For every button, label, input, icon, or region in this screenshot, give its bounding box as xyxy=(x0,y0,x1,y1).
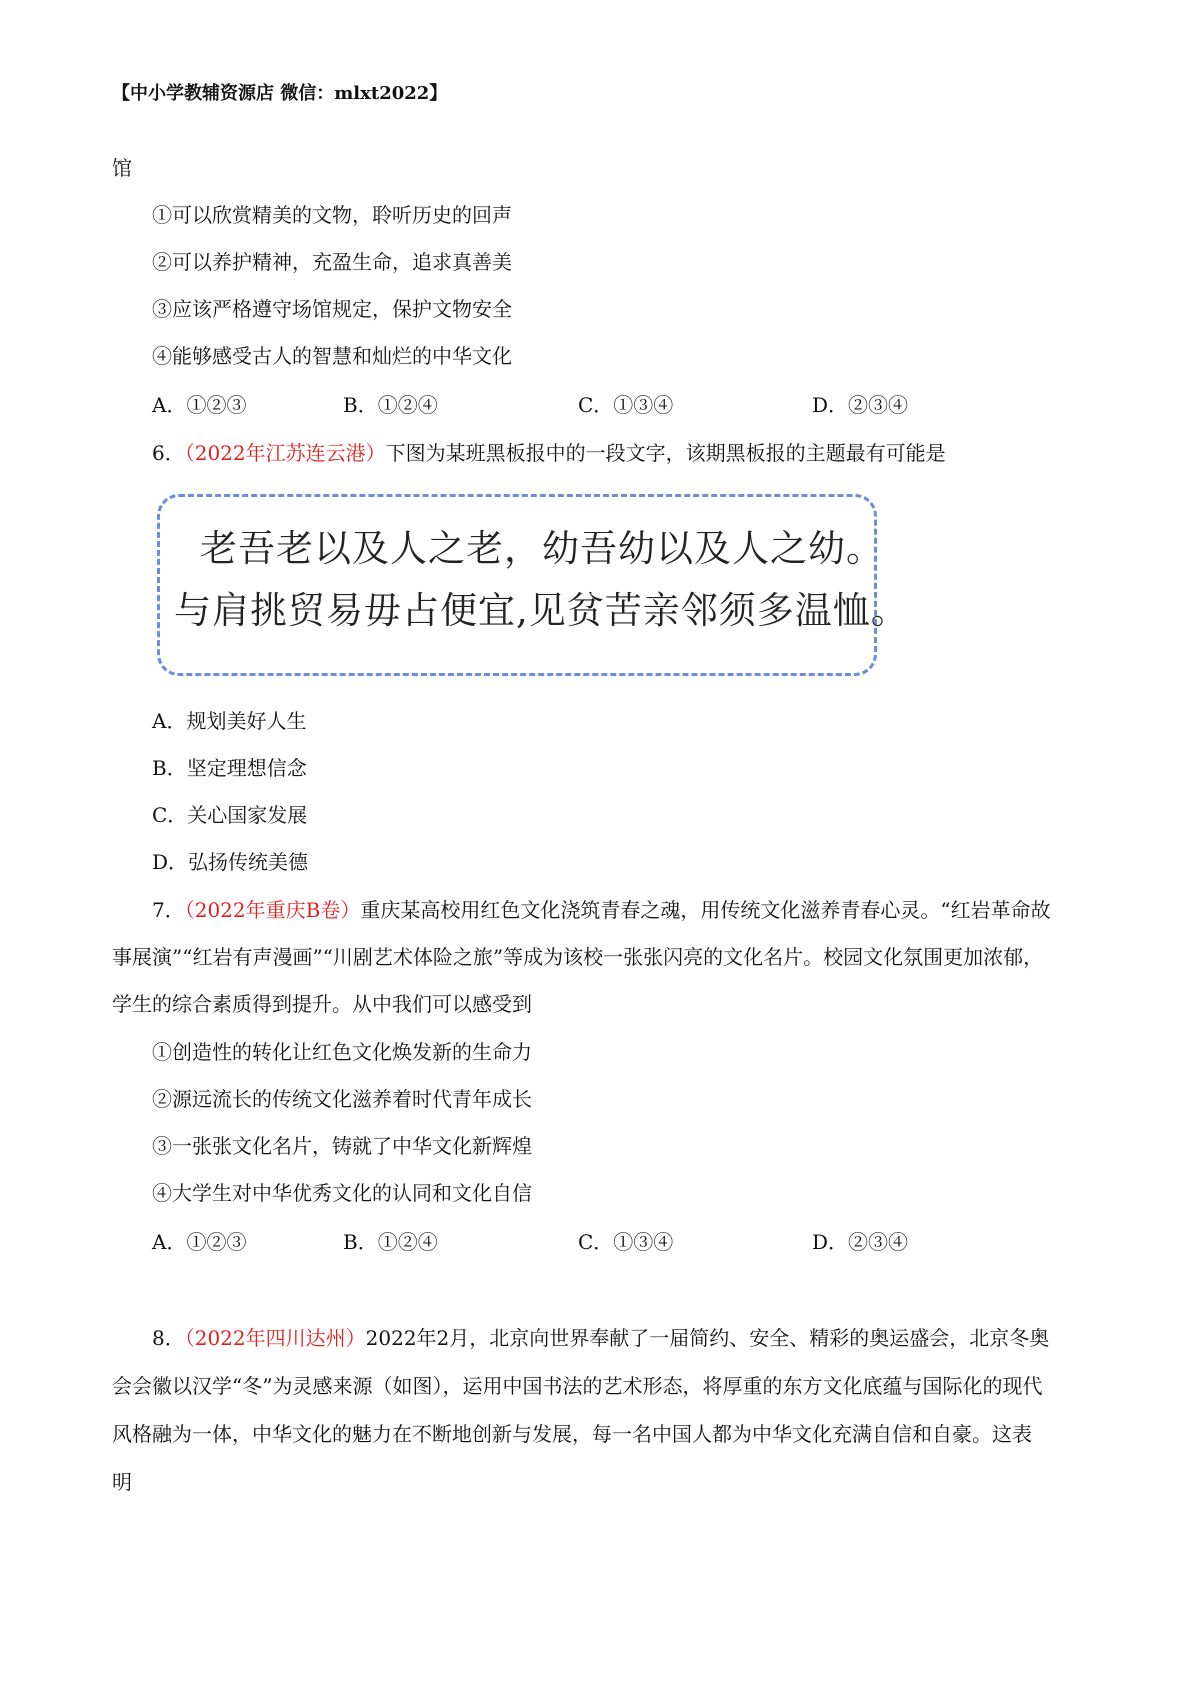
quote-line-2: 与肩挑贸易毋占便宜,见贫苦亲邻须多温恤。 xyxy=(174,589,909,632)
blackboard-quote-box xyxy=(157,494,909,676)
q6-option-d[interactable]: D．弘扬传统美德 xyxy=(152,850,309,874)
q5-statement-3: ③应该严格遵守场馆规定，保护文物安全 xyxy=(152,297,512,321)
q6-source: （2022年江苏连云港） xyxy=(184,441,386,465)
q7-stem-text-1: 重庆某高校用红色文化浇筑青春之魂，用传统文化滋养青春心灵。“红岩革命故 xyxy=(360,898,1051,922)
q7-stem-line-2: 事展演”“红岩有声漫画”“川剧艺术体险之旅”等成为该校一张张闪亮的文化名片。校园文化氛围更加浓郁， xyxy=(112,945,1044,969)
q7-stem-line-1 xyxy=(152,896,1051,924)
page-header: 【中小学教辅资源店 微信：mlxt2022】 xyxy=(112,83,448,104)
q7-option-d[interactable]: D．②③④ xyxy=(812,1230,909,1254)
q6-option-a[interactable]: A．规划美好人生 xyxy=(152,709,307,733)
q5-statement-2: ②可以养护精神，充盈生命，追求真善美 xyxy=(152,250,512,274)
q6-stem-text: 下图为某班黑板报中的一段文字，该期黑板报的主题最有可能是 xyxy=(385,441,946,465)
q7-option-b[interactable]: B．①②④ xyxy=(343,1230,438,1254)
q7-option-a[interactable]: A．①②③ xyxy=(152,1230,247,1254)
q5-statement-4: ④能够感受古人的智慧和灿烂的中华文化 xyxy=(152,344,512,368)
q5-option-b[interactable]: B．①②④ xyxy=(343,393,438,417)
q7-stem-line-3: 学生的综合素质得到提升。从中我们可以感受到 xyxy=(112,992,532,1016)
q7-statement-3: ③一张张文化名片，铸就了中华文化新辉煌 xyxy=(152,1134,532,1158)
q8-number: 8． xyxy=(152,1326,185,1350)
q5-option-d[interactable]: D．②③④ xyxy=(812,393,909,417)
q6-stem xyxy=(152,439,946,467)
q8-stem-line-3: 风格融为一体，中华文化的魅力在不断地创新与发展，每一名中国人都为中华文化充满自信和自豪。这表 xyxy=(112,1422,1032,1446)
q5-statement-1: ①可以欣赏精美的文物，聆听历史的回声 xyxy=(152,203,512,227)
q7-statement-2: ②源远流长的传统文化滋养着时代青年成长 xyxy=(152,1087,532,1111)
q6-option-c[interactable]: C．关心国家发展 xyxy=(152,803,308,827)
q5-stem-tail: 馆 xyxy=(112,156,132,180)
q8-stem-line-4: 明 xyxy=(112,1470,132,1494)
q5-option-c[interactable]: C．①③④ xyxy=(578,393,674,417)
q6-number: 6． xyxy=(152,441,185,465)
q7-number: 7． xyxy=(152,898,185,922)
q5-option-a[interactable]: A．①②③ xyxy=(152,393,247,417)
q8-source: （2022年四川达州） xyxy=(184,1326,366,1350)
q8-stem-line-2: 会会徽以汉学“冬”为灵感来源（如图），运用中国书法的艺术形态，将厚重的东方文化底蕴与国际化的现代 xyxy=(112,1374,1043,1398)
q7-statement-1: ①创造性的转化让红色文化焕发新的生命力 xyxy=(152,1040,532,1064)
q8-stem-line-1 xyxy=(152,1324,1049,1352)
quote-line-1: 老吾老以及人之老，幼吾幼以及人之幼。 xyxy=(200,527,884,570)
q7-option-c[interactable]: C．①③④ xyxy=(578,1230,674,1254)
q7-source: （2022年重庆B卷） xyxy=(184,898,361,922)
q7-statement-4: ④大学生对中华优秀文化的认同和文化自信 xyxy=(152,1181,532,1205)
q8-stem-text-1: 2022年2月，北京向世界奉献了一届简约、安全、精彩的奥运盛会，北京冬奥 xyxy=(365,1326,1050,1350)
q6-option-b[interactable]: B．坚定理想信念 xyxy=(152,756,307,780)
